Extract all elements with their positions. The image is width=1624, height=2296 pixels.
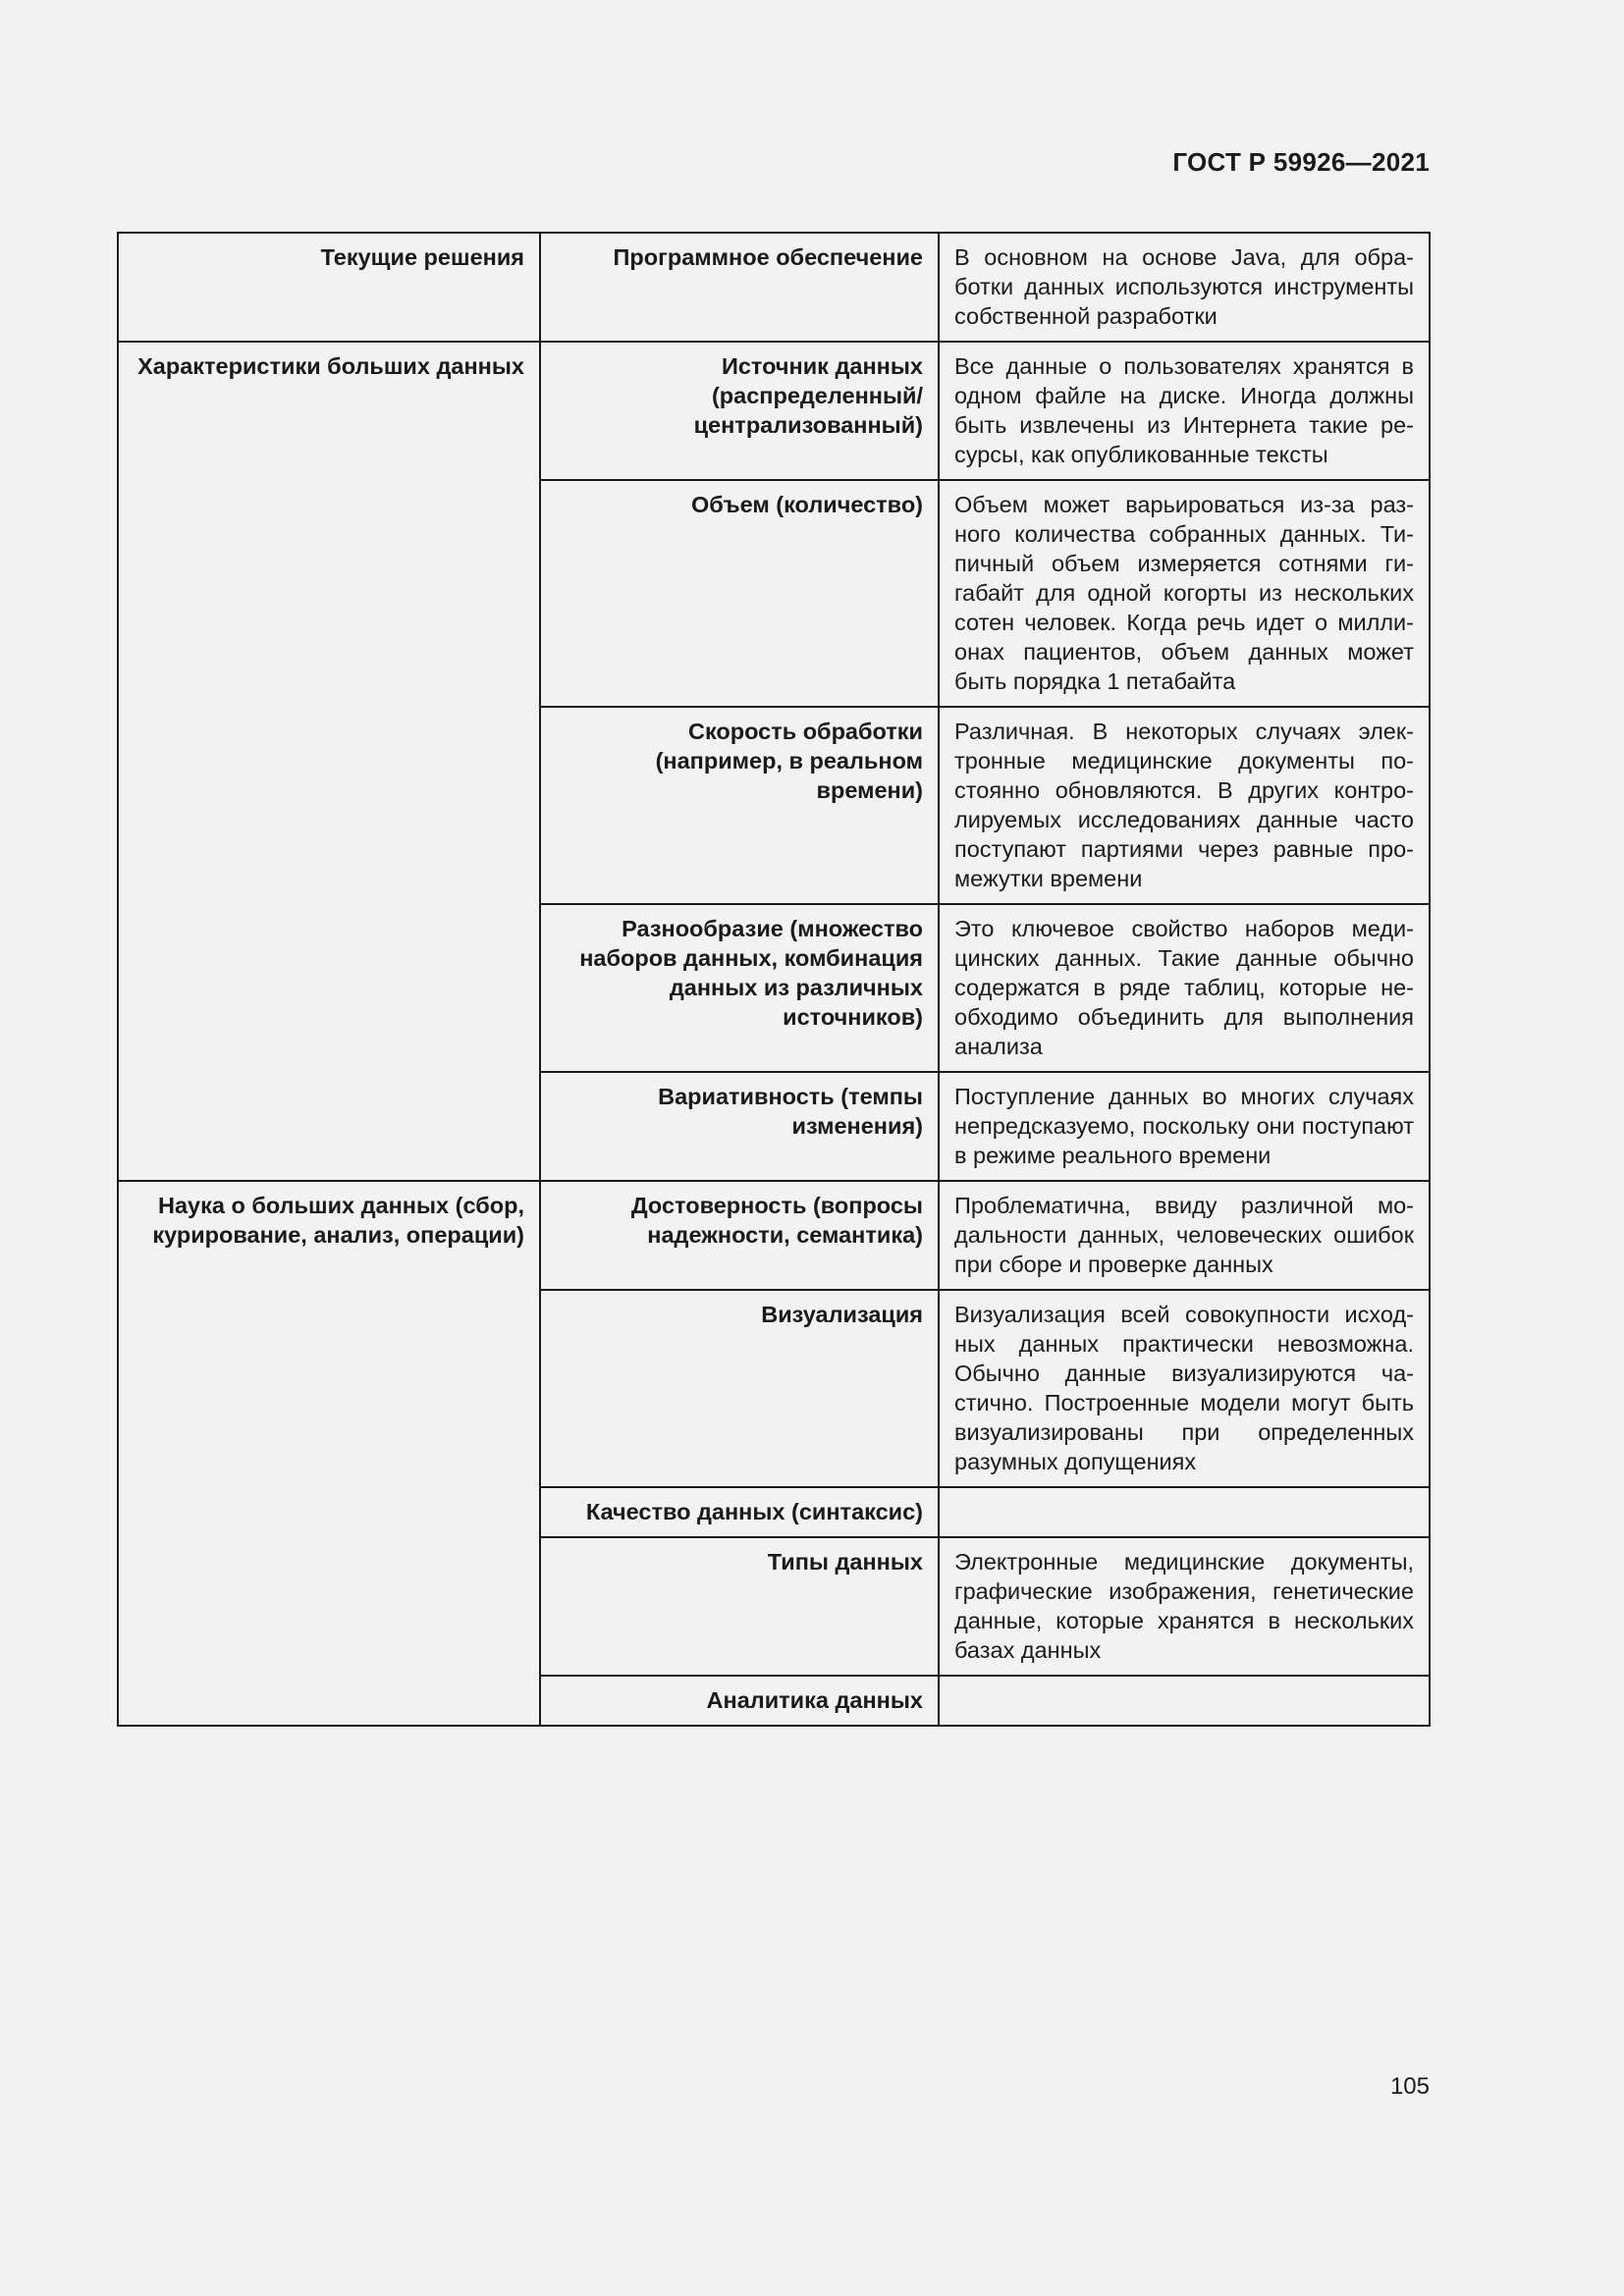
parameter-cell: Источник данных (распределенный/ централизованный) bbox=[540, 342, 939, 480]
parameter-cell: Разнообразие (множество наборов данных, комбинация данных из различных источников) bbox=[540, 904, 939, 1072]
description-cell: В основном на основе Java, для обработки данных используются инструменты собственной разработки bbox=[939, 233, 1430, 342]
parameter-cell: Достоверность (вопросы надежности, семантика) bbox=[540, 1181, 939, 1290]
description-cell: Это ключевое свойство наборов медицинских данных. Такие данные обычно содержатся в ряде таблиц, которые необходимо объединить для выполнения анализа bbox=[939, 904, 1430, 1072]
description-cell bbox=[939, 1487, 1430, 1537]
parameter-cell: Программное обеспечение bbox=[540, 233, 939, 342]
category-cell: Текущие решения bbox=[118, 233, 540, 342]
table-row bbox=[118, 1181, 1430, 1290]
description-cell: Электронные медицинские документы, графические изображения, генетические данные, которые хранятся в нескольких базах данных bbox=[939, 1537, 1430, 1676]
parameter-cell: Вариативность (темпы изменения) bbox=[540, 1072, 939, 1181]
category-cell: Наука о больших данных (сбор, курирование, анализ, операции) bbox=[118, 1181, 540, 1726]
table-row bbox=[118, 233, 1430, 342]
page-number: 105 bbox=[1389, 2073, 1430, 2100]
description-cell: Различная. В некоторых случаях электронные медицинские документы постоянно обновляются. В других контролируемых исследованиях данные часто поступают партиями через равные промежутки времени bbox=[939, 707, 1430, 904]
standard-designation: ГОСТ Р 59926—2021 bbox=[1172, 147, 1430, 177]
requirements-table bbox=[117, 232, 1431, 1727]
parameter-cell: Скорость обработки (например, в реальном времени) bbox=[540, 707, 939, 904]
description-cell: Объем может варьироваться из-за разного количества собранных данных. Типичный объем измеряется сотнями гигабайт для одной когорты из нескольких сотен человек. Когда речь идет о миллионах пациентов, объем данных может быть порядка 1 петабайта bbox=[939, 480, 1430, 707]
description-cell: Все данные о пользователях хранятся в одном файле на диске. Иногда должны быть извлечены из Интернета такие ресурсы, как опубликованные тексты bbox=[939, 342, 1430, 480]
parameter-cell: Типы данных bbox=[540, 1537, 939, 1676]
parameter-cell: Визуализация bbox=[540, 1290, 939, 1487]
description-cell bbox=[939, 1676, 1430, 1726]
parameter-cell: Аналитика данных bbox=[540, 1676, 939, 1726]
description-cell: Проблематична, ввиду различной модальности данных, человеческих ошибок при сборе и проверке данных bbox=[939, 1181, 1430, 1290]
description-cell: Поступление данных во многих случаях непредсказуемо, поскольку они поступают в режиме реального времени bbox=[939, 1072, 1430, 1181]
parameter-cell: Объем (количество) bbox=[540, 480, 939, 707]
description-cell: Визуализация всей совокупности исходных данных практически невозможна. Обычно данные визуализируются частично. Построенные модели могут быть визуализированы при определенных разумных допущениях bbox=[939, 1290, 1430, 1487]
category-cell: Характеристики больших данных bbox=[118, 342, 540, 1181]
table-row bbox=[118, 342, 1430, 480]
parameter-cell: Качество данных (синтаксис) bbox=[540, 1487, 939, 1537]
